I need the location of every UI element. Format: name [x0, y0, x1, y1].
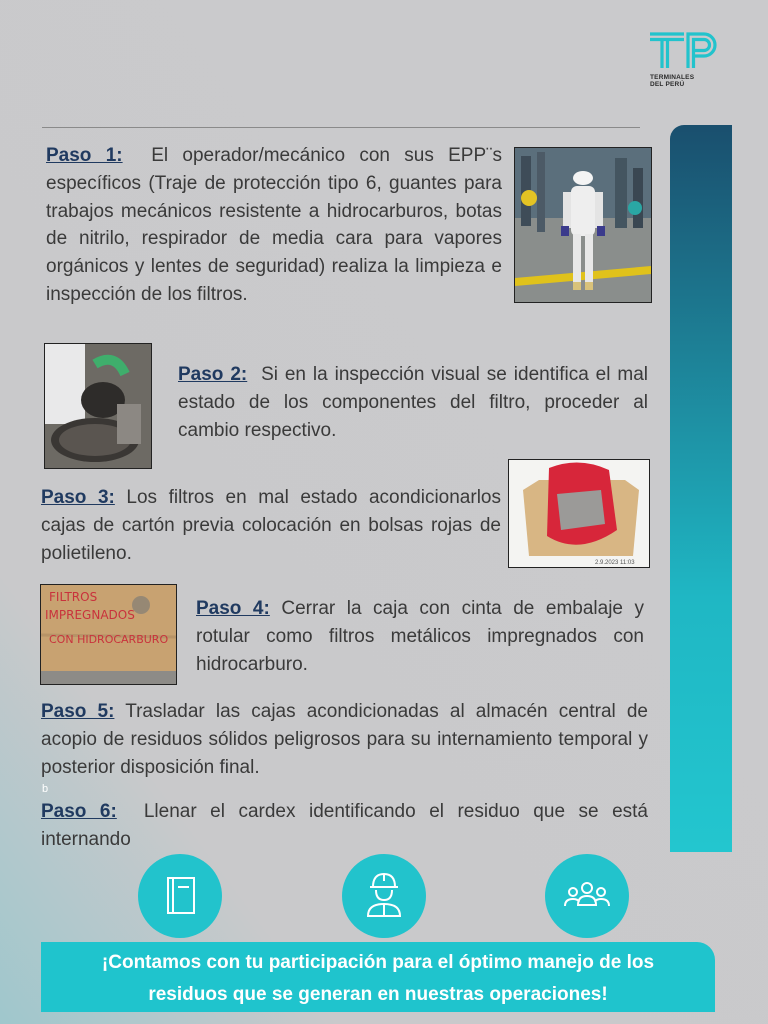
photo-operator-in-protective-suit — [514, 147, 652, 303]
document-icon — [138, 854, 222, 938]
worker-icon — [342, 854, 426, 938]
logo-line-1: TERMINALES — [650, 74, 695, 81]
step-2-text: Si en la inspección visual se identifica el mal estado de los componentes del filtro, proceder al cambio respectivo. — [178, 364, 649, 441]
step-1 — [46, 142, 502, 309]
photo-red-bag-in-box — [508, 459, 650, 568]
photo-timestamp: 2.9.2023 11:03 — [595, 560, 635, 566]
banner-line-2: residuos que se generan en nuestras operaciones! — [148, 984, 608, 1005]
box-label-line-2: IMPREGNADOS — [45, 608, 135, 622]
people-icon — [545, 854, 629, 938]
photo-filter-inspection — [44, 343, 152, 469]
box-label-line-3: CON HIDROCARBURO — [49, 633, 169, 646]
step-2 — [178, 361, 648, 444]
step-6 — [41, 798, 648, 854]
step-4 — [196, 595, 644, 678]
step-6-label: Paso 6: — [41, 801, 117, 822]
bottom-banner — [41, 942, 715, 1012]
step-3 — [41, 484, 501, 567]
step-3-text: Los filtros en mal estado acondicionarlos cajas de cartón previa colocación en bolsas rojas de polietileno. — [41, 487, 501, 564]
step-5-label: Paso 5: — [41, 701, 115, 722]
logo-line-2: DEL PERÚ — [650, 81, 685, 88]
banner-line-1: ¡Contamos con tu participación para el óptimo manejo de los — [101, 952, 655, 973]
step-4-label: Paso 4: — [196, 598, 270, 619]
photo-labeled-box — [40, 584, 177, 685]
step-2-label: Paso 2: — [178, 364, 248, 385]
header-divider — [42, 127, 640, 128]
step-5 — [41, 698, 648, 781]
box-label-line-1: FILTROS — [49, 590, 98, 604]
step-3-label: Paso 3: — [41, 487, 115, 508]
step-1-text: El operador/mecánico con sus EPP¨s específicos (Traje de protección tipo 6, guantes para trabajos mecánicos resistente a hidrocarburos, botas de nitrilo, respirador de media cara para vapores orgánicos y lentes de seguridad) realiza la limpieza e inspección de los filtros. — [46, 145, 502, 305]
tp-logo-mark — [648, 30, 718, 70]
step-4-text: Cerrar la caja con cinta de embalaje y rotular como filtros metálicos impregnados con hidrocarburo. — [196, 598, 645, 675]
stray-character: b — [42, 783, 49, 795]
decorative-side-bar — [670, 125, 732, 852]
step-5-text: Trasladar las cajas acondicionadas al almacén central de acopio de residuos sólidos peligrosos para su internamiento temporal y posterior disposición final. — [41, 701, 648, 778]
step-6-text: Llenar el cardex identificando el residuo que se está internando — [41, 801, 648, 850]
step-1-label: Paso 1: — [46, 145, 123, 166]
terminales-del-peru-logo — [648, 30, 722, 88]
